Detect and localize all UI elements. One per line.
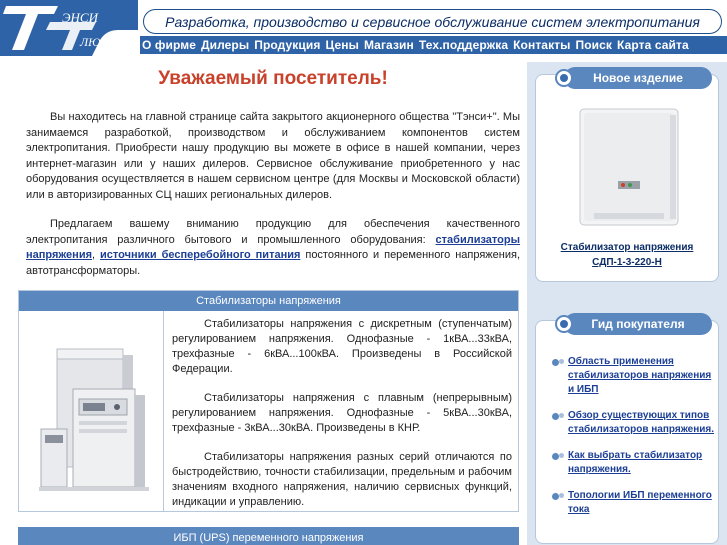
bullet-icon — [555, 69, 573, 87]
svg-text:ЭНСИ: ЭНСИ — [62, 10, 98, 25]
bullet-dot-icon — [559, 493, 564, 498]
new-product-image[interactable] — [574, 105, 686, 229]
svg-text:ЛЮС: ЛЮС — [80, 35, 109, 49]
nav-products[interactable]: Продукция — [254, 38, 321, 52]
new-product-box — [535, 71, 719, 282]
stabilizers-section — [18, 290, 519, 512]
list-item — [548, 489, 716, 517]
nav-dealers[interactable]: Дилеры — [200, 38, 250, 52]
offer-paragraph — [26, 217, 520, 279]
nav-contacts[interactable]: Контакты — [513, 38, 571, 52]
bullet-dot-icon — [552, 493, 559, 500]
offer-separator: , — [92, 249, 96, 261]
bullet-dot-icon — [559, 359, 564, 364]
buyer-guide-list — [548, 355, 716, 529]
guide-link-topology[interactable]: Топологии ИБП переменного тока — [568, 490, 712, 515]
new-product-title: Новое изделие — [593, 71, 683, 85]
new-product-link[interactable] — [536, 240, 718, 270]
new-product-model: СДП-1-3-220-Н — [592, 257, 662, 268]
site-header — [0, 0, 727, 56]
bullet-dot-icon — [552, 359, 559, 366]
stabilizers-header[interactable]: Стабилизаторы напряжения — [19, 291, 518, 311]
list-item — [548, 409, 716, 437]
bullet-icon — [555, 315, 573, 333]
stabilizers-image-cell — [19, 311, 164, 511]
nav-about[interactable]: О фирме — [142, 38, 196, 52]
nav-prices[interactable]: Цены — [325, 38, 359, 52]
new-product-name: Стабилизатор напряжения — [560, 242, 694, 253]
new-product-tab — [564, 67, 712, 89]
page-title: Уважаемый посетитель! — [158, 68, 388, 89]
stabilizers-discrete-text: Стабилизаторы напряжения с дискретным (ступенчатым) регулированием напряжения. Однофазные - 1кВА...33кВА, трехфазные - 6кВА...100кВА. Произведены в Российской Федерации. — [172, 318, 512, 375]
stabilizers-description — [172, 317, 512, 524]
nav-search[interactable]: Поиск — [575, 38, 613, 52]
guide-link-choose[interactable]: Как выбрать стабилизатор напряжения. — [568, 450, 703, 475]
company-logo[interactable] — [0, 0, 138, 56]
link-ups[interactable]: источники бесперебойного питания — [100, 249, 301, 261]
nav-support[interactable]: Тех.поддержка — [418, 38, 509, 52]
offer-text-end: постоянного и переменного напряжения, автотрансформаторы. — [26, 249, 521, 277]
buyer-guide-tab — [564, 313, 712, 335]
stabilizers-smooth-text: Стабилизаторы напряжения с плавным (непрерывным) регулированием напряжения. Однофазные - 5кВА...30кВА, трехфазные - 3кВА...30кВА. Произведены в КНР. — [172, 392, 512, 434]
list-item — [548, 449, 716, 477]
main-content — [26, 62, 520, 279]
link-stabilizers[interactable]: стабилизаторы напряжения — [26, 233, 520, 261]
buyer-guide-box — [535, 317, 719, 544]
buyer-guide-title: Гид покупателя — [591, 317, 685, 331]
guide-link-types[interactable]: Обзор существующих типов стабилизаторов напряжения. — [568, 410, 715, 435]
stabilizers-series-text: Стабилизаторы напряжения разных серий отличаются по быстродействию, точности стабилизации, предельным и рабочим значениям входного напряжения, наличию сервисных функций, индикации и управлению. — [172, 451, 512, 508]
tagline-bar — [143, 9, 722, 34]
guide-link-application[interactable]: Область применения стабилизаторов напряжения и ИБП — [568, 356, 712, 395]
list-item — [548, 355, 716, 397]
nav-sitemap[interactable]: Карта сайта — [617, 38, 689, 52]
bullet-dot-icon — [552, 413, 559, 420]
bullet-dot-icon — [559, 413, 564, 418]
bullet-dot-icon — [559, 453, 564, 458]
stabilizers-product-image[interactable] — [19, 311, 164, 511]
offer-text-start: Предлагаем вашему вниманию продукцию для обеспечения качественного электропитания различного бытового и промышленного оборудования: — [26, 218, 520, 246]
main-nav — [140, 36, 727, 54]
ups-section-header[interactable]: ИБП (UPS) переменного напряжения — [18, 527, 519, 545]
nav-shop[interactable]: Магазин — [363, 38, 414, 52]
tagline: Разработка, производство и сервисное обслуживание систем электропитания — [165, 14, 700, 30]
sidebar — [527, 62, 727, 545]
intro-paragraph: Вы находитесь на главной странице сайта закрытого акционерного общества "Тэнси+". Мы занимаемся разработкой, производством и обслуживанием компонентов систем электропитания. Приобрести нашу продукцию вы можете в офисе в нашей компании, через интернет-магазин или у наших дилеров. Сервисное обслуживание приобретенного у нас оборудования осуществляется в нашем сервисном центре (для Москвы и Московской области) или в авторизированных СЦ наших региональных дилеров. — [26, 111, 520, 201]
bullet-dot-icon — [552, 453, 559, 460]
